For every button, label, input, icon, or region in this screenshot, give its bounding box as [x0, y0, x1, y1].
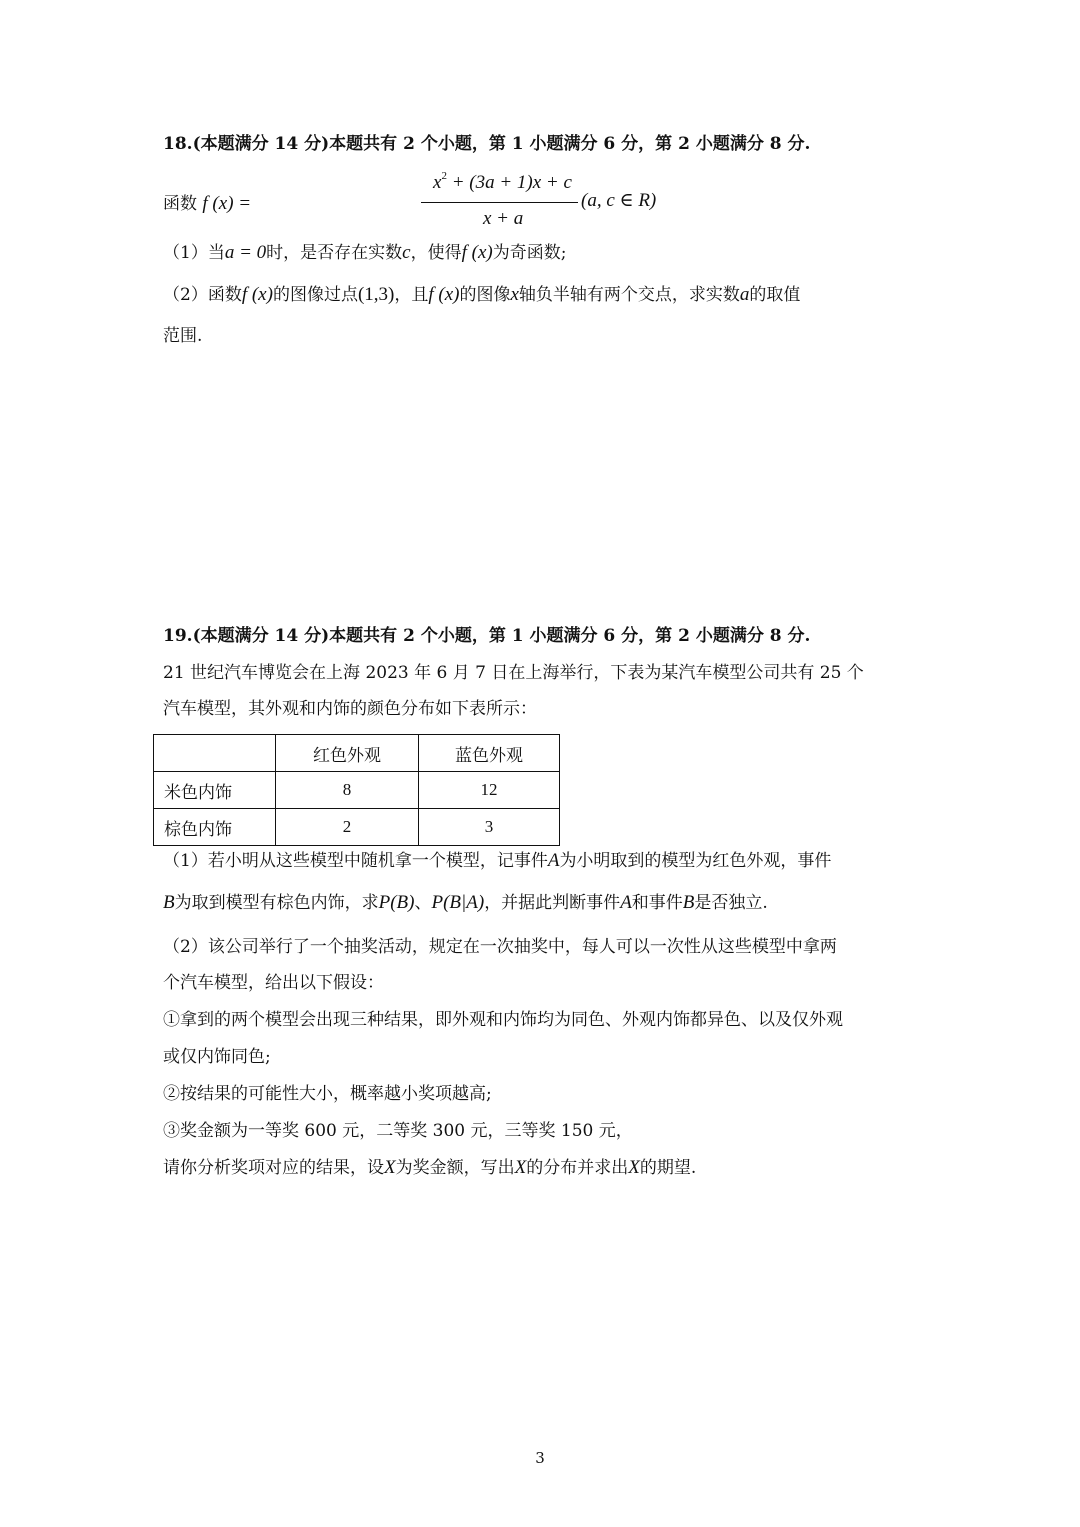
q19-assumption2: ②按结果的可能性大小，概率越小奖项越高;: [163, 1084, 492, 1104]
table-header-cell: [154, 735, 276, 772]
q19-part2-line1: （2）该公司举行了一个抽奖活动，规定在一次抽奖中，每人可以一次性从这些模型中拿两: [163, 937, 837, 957]
table-header-cell: 红色外观: [276, 735, 419, 772]
q18-part2-line2: 范围.: [163, 326, 203, 346]
table-row: [154, 772, 560, 809]
table-cell: 米色内饰: [154, 772, 276, 809]
q18-func-label: 函数 f (x) =: [163, 193, 252, 214]
q19-assumption1-line1: ①拿到的两个模型会出现三种结果，即外观和内饰均为同色、外观内饰都异色、以及仅外观: [163, 1010, 843, 1030]
q19-part2-line2: 个汽车模型，给出以下假设：: [163, 973, 384, 993]
color-distribution-table: [153, 734, 560, 846]
table-cell: 2: [276, 809, 419, 846]
q19-part1-line2: B为取到模型有棕色内饰，求P(B)、P(B|A)，并据此判断事件A和事件B是否独立.: [163, 892, 768, 913]
q18-func-numerator: $x^2 + (3a + 1)x + c$: [433, 170, 572, 193]
q18-function-definition: [163, 170, 723, 234]
table-cell: 12: [419, 772, 560, 809]
q19-heading: 19.(本题满分 14 分)本题共有 2 个小题，第 1 小题满分 6 分，第 2 小题满分 8 分.: [163, 626, 811, 646]
q18-heading: 18.(本题满分 14 分)本题共有 2 个小题，第 1 小题满分 6 分，第 2 小题满分 8 分.: [163, 134, 811, 154]
table-row: [154, 809, 560, 846]
table-cell: 棕色内饰: [154, 809, 276, 846]
q18-part1: （1）当a = 0时，是否存在实数c，使得f (x)为奇函数;: [163, 242, 567, 263]
table-header-cell: 蓝色外观: [419, 735, 560, 772]
table-header-row: [154, 735, 560, 772]
q19-intro-line1: 21 世纪汽车博览会在上海 2023 年 6 月 7 日在上海举行，下表为某汽车模型公司共有 25 个: [163, 663, 864, 683]
table-cell: 8: [276, 772, 419, 809]
q18-func-denominator: x + a: [483, 208, 524, 229]
q18-func-domain: (a, c ∈ R): [581, 190, 657, 211]
q18-part2: （2）函数f (x)的图像过点(1,3)，且f (x)的图像x轴负半轴有两个交点，求实数a的取值: [163, 284, 801, 305]
q19-final-question: 请你分析奖项对应的结果，设X为奖金额，写出X的分布并求出X的期望.: [163, 1157, 697, 1178]
q19-intro-line2: 汽车模型，其外观和内饰的颜色分布如下表所示：: [163, 699, 537, 719]
q19-assumption1-line2: 或仅内饰同色;: [163, 1047, 271, 1067]
q18-fraction-bar: [421, 202, 578, 203]
table-cell: 3: [419, 809, 560, 846]
page-number: 3: [535, 1449, 545, 1467]
q19-assumption3: ③奖金额为一等奖 600 元，二等奖 300 元，三等奖 150 元，: [163, 1121, 633, 1141]
q19-part1: （1）若小明从这些模型中随机拿一个模型，记事件A为小明取到的模型为红色外观，事件: [163, 850, 832, 871]
